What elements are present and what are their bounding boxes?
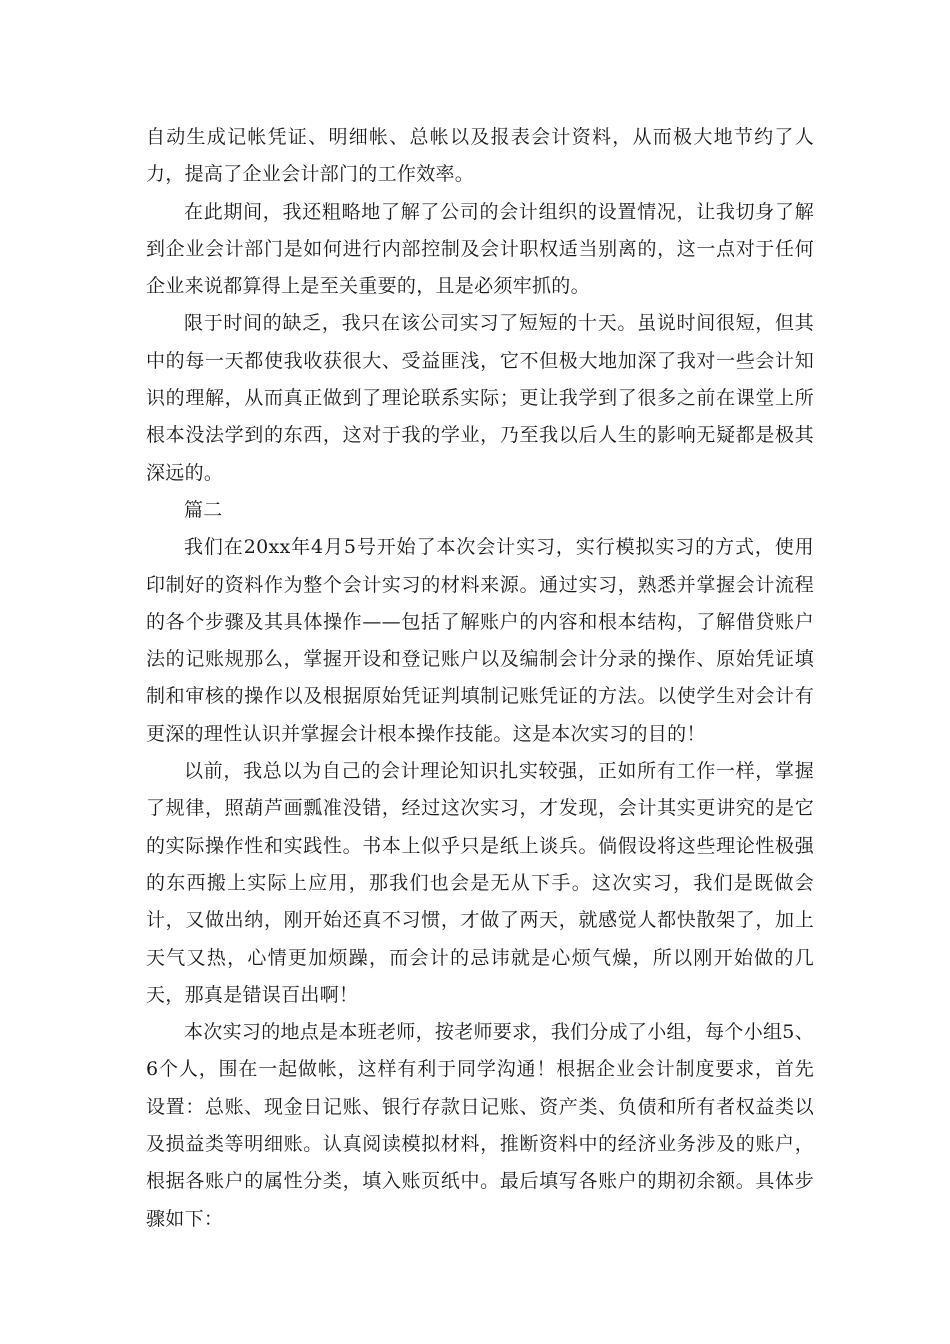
paragraph: 以前，我总以为自己的会计理论知识扎实较强，正如所有工作一样，掌握了规律，照葫芦画瓢准没错，经过这次实习，才发现，会计其实更讲究的是它的实际操作性和实践性。书本上似乎只是纸上谈兵。倘假设将这些理论性极强的东西搬上实际上应用，那我们也会是无从下手。这次实习，我们是既做会计，又做出纳，刚开始还真不习惯，才做了两天，就感觉人都快散架了，加上天气又热，心情更加烦躁，而会计的忌讳就是心烦气燥，所以刚开始做的几天，那真是错误百出啊！ (146, 760, 814, 1006)
paragraph: 限于时间的缺乏，我只在该公司实习了短短的十天。虽说时间很短，但其中的每一天都使我收获很大、受益匪浅，它不但极大地加深了我对一些会计知识的理解，从而真正做到了理论联系实际；更让我学到了很多之前在课堂上所根本没法学到的东西，这对于我的学业，乃至我以后人生的影响无疑都是极其深远的。 (146, 312, 814, 484)
paragraph: 在此期间，我还粗略地了解了公司的会计组织的设置情况，让我切身了解到企业会计部门是如何进行内部控制及会计职权适当别离的，这一点对于任何企业来说都算得上是至关重要的，且是必须牢抓的。 (146, 200, 814, 298)
paragraph: 我们在20xx年4月5号开始了本次会计实习，实行模拟实习的方式，使用印制好的资料作为整个会计实习的材料来源。通过实习，熟悉并掌握会计流程的各个步骤及其具体操作——包括了解账户的内容和根本结构，了解借贷账户法的记账规那么，掌握开设和登记账户以及编制会计分录的操作、原始凭证填制和审核的操作以及根据原始凭证判填制记账凭证的方法。以使学生对会计有更深的理性认识并掌握会计根本操作技能。这是本次实习的目的！ (146, 536, 814, 745)
section-heading: 篇二 (184, 498, 223, 521)
paragraph-continuation: 自动生成记帐凭证、明细帐、总帐以及报表会计资料，从而极大地节约了人力，提高了企业会计部门的工作效率。 (146, 126, 814, 186)
document-body (146, 119, 814, 1238)
paragraph: 本次实习的地点是本班老师，按老师要求，我们分成了小组，每个小组5、6个人，围在一起做帐，这样有利于同学沟通！根据企业会计制度要求，首先设置：总账、现金日记账、银行存款日记账、资产类、负债和所有者权益类以及损益类等明细账。认真阅读模拟材料，推断资料中的经济业务涉及的账户，根据各账户的属性分类，填入账页纸中。最后填写各账户的期初余额。具体步骤如下： (146, 1021, 814, 1230)
